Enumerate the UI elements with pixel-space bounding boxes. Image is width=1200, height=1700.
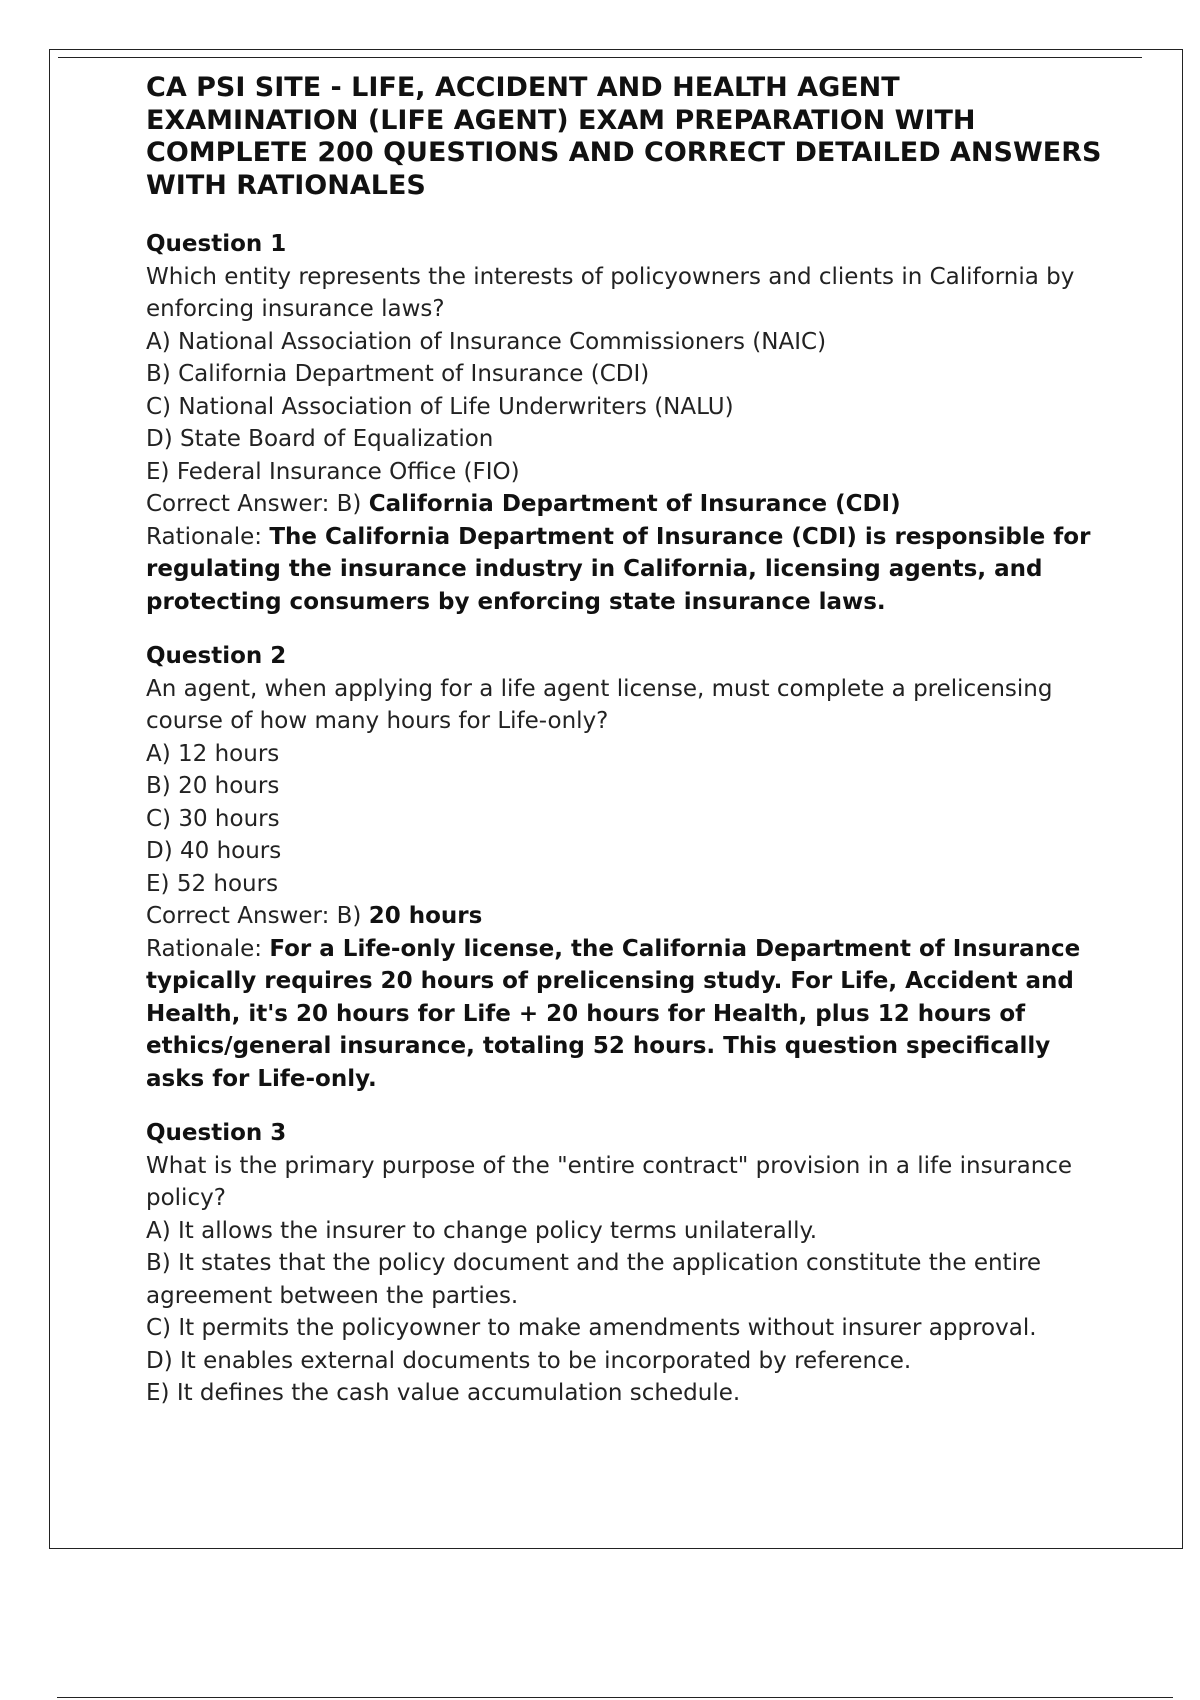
correct-answer xyxy=(146,900,1106,933)
document-content xyxy=(146,72,1106,1432)
correct-answer-letter: B) xyxy=(336,903,369,929)
question-heading: Question 2 xyxy=(146,643,287,669)
top-rule xyxy=(58,57,1142,58)
question-block xyxy=(146,640,1106,1095)
correct-answer xyxy=(146,488,1106,521)
question-heading: Question 1 xyxy=(146,231,287,257)
question-text: What is the primary purpose of the "entire contract" provision in a life insurance policy? xyxy=(146,1152,1073,1211)
question-text: Which entity represents the interests of policyowners and clients in California by enforcing insurance laws? xyxy=(146,263,1075,322)
rationale xyxy=(146,521,1106,619)
question-text: An agent, when applying for a life agent license, must complete a prelicensing course of how many hours for Life-only? xyxy=(146,675,1053,734)
answer-option: D) 40 hours xyxy=(146,838,282,864)
bottom-rule xyxy=(57,1697,1173,1698)
correct-answer-text: 20 hours xyxy=(368,903,483,929)
question-heading: Question 3 xyxy=(146,1120,287,1146)
correct-answer-letter: B) xyxy=(336,491,369,517)
rationale-label: Rationale: xyxy=(146,523,270,550)
answer-option: A) It allows the insurer to change policy terms unilaterally. xyxy=(146,1217,818,1244)
answer-option: C) It permits the policyowner to make amendments without insurer approval. xyxy=(146,1315,1037,1341)
answer-option: D) State Board of Equalization xyxy=(146,426,494,452)
correct-answer-text: California Department of Insurance (CDI) xyxy=(368,491,901,517)
question-block xyxy=(146,228,1106,618)
answer-option: C) National Association of Life Underwriters (NALU) xyxy=(146,393,734,420)
question-block xyxy=(146,1117,1106,1410)
correct-answer-label: Correct Answer: xyxy=(146,491,337,517)
correct-answer-label: Correct Answer: xyxy=(146,903,337,929)
answer-option: C) 30 hours xyxy=(146,805,280,832)
answer-option: E) It defines the cash value accumulation schedule. xyxy=(146,1380,741,1406)
answer-option: A) 12 hours xyxy=(146,740,280,767)
answer-option: E) 52 hours xyxy=(146,870,279,897)
rationale-label: Rationale: xyxy=(146,935,270,962)
answer-option: E) Federal Insurance Office (FIO) xyxy=(146,458,520,485)
document-title: CA PSI SITE - LIFE, ACCIDENT AND HEALTH AGENT EXAMINATION (LIFE AGENT) EXAM PREPARATION WITH COMPLETE 200 QUESTIONS AND CORRECT DETAILED ANSWERS WITH RATIONALES xyxy=(146,72,1102,201)
answer-option: B) 20 hours xyxy=(146,773,280,799)
answer-option: B) It states that the policy document and the application constitute the entire agreement between the parties. xyxy=(146,1250,1042,1309)
rationale xyxy=(146,933,1106,1096)
answer-option: A) National Association of Insurance Commissioners (NAIC) xyxy=(146,328,827,355)
rationale-text: The California Department of Insurance (CDI) is responsible for regulating the insurance industry in California, licensing agents, and protecting consumers by enforcing state insurance laws. xyxy=(146,523,1091,615)
rationale-text: For a Life-only license, the California Department of Insurance typically requires 20 hours of prelicensing study. For Life, Accident and Health, it's 20 hours for Life + 20 hours for Health, plus 12 hours of ethics/general insurance, totaling 52 hours. This question specifically asks for Life-only. xyxy=(146,935,1081,1092)
answer-option: D) It enables external documents to be incorporated by reference. xyxy=(146,1347,912,1374)
answer-option: B) California Department of Insurance (CDI) xyxy=(146,361,650,387)
